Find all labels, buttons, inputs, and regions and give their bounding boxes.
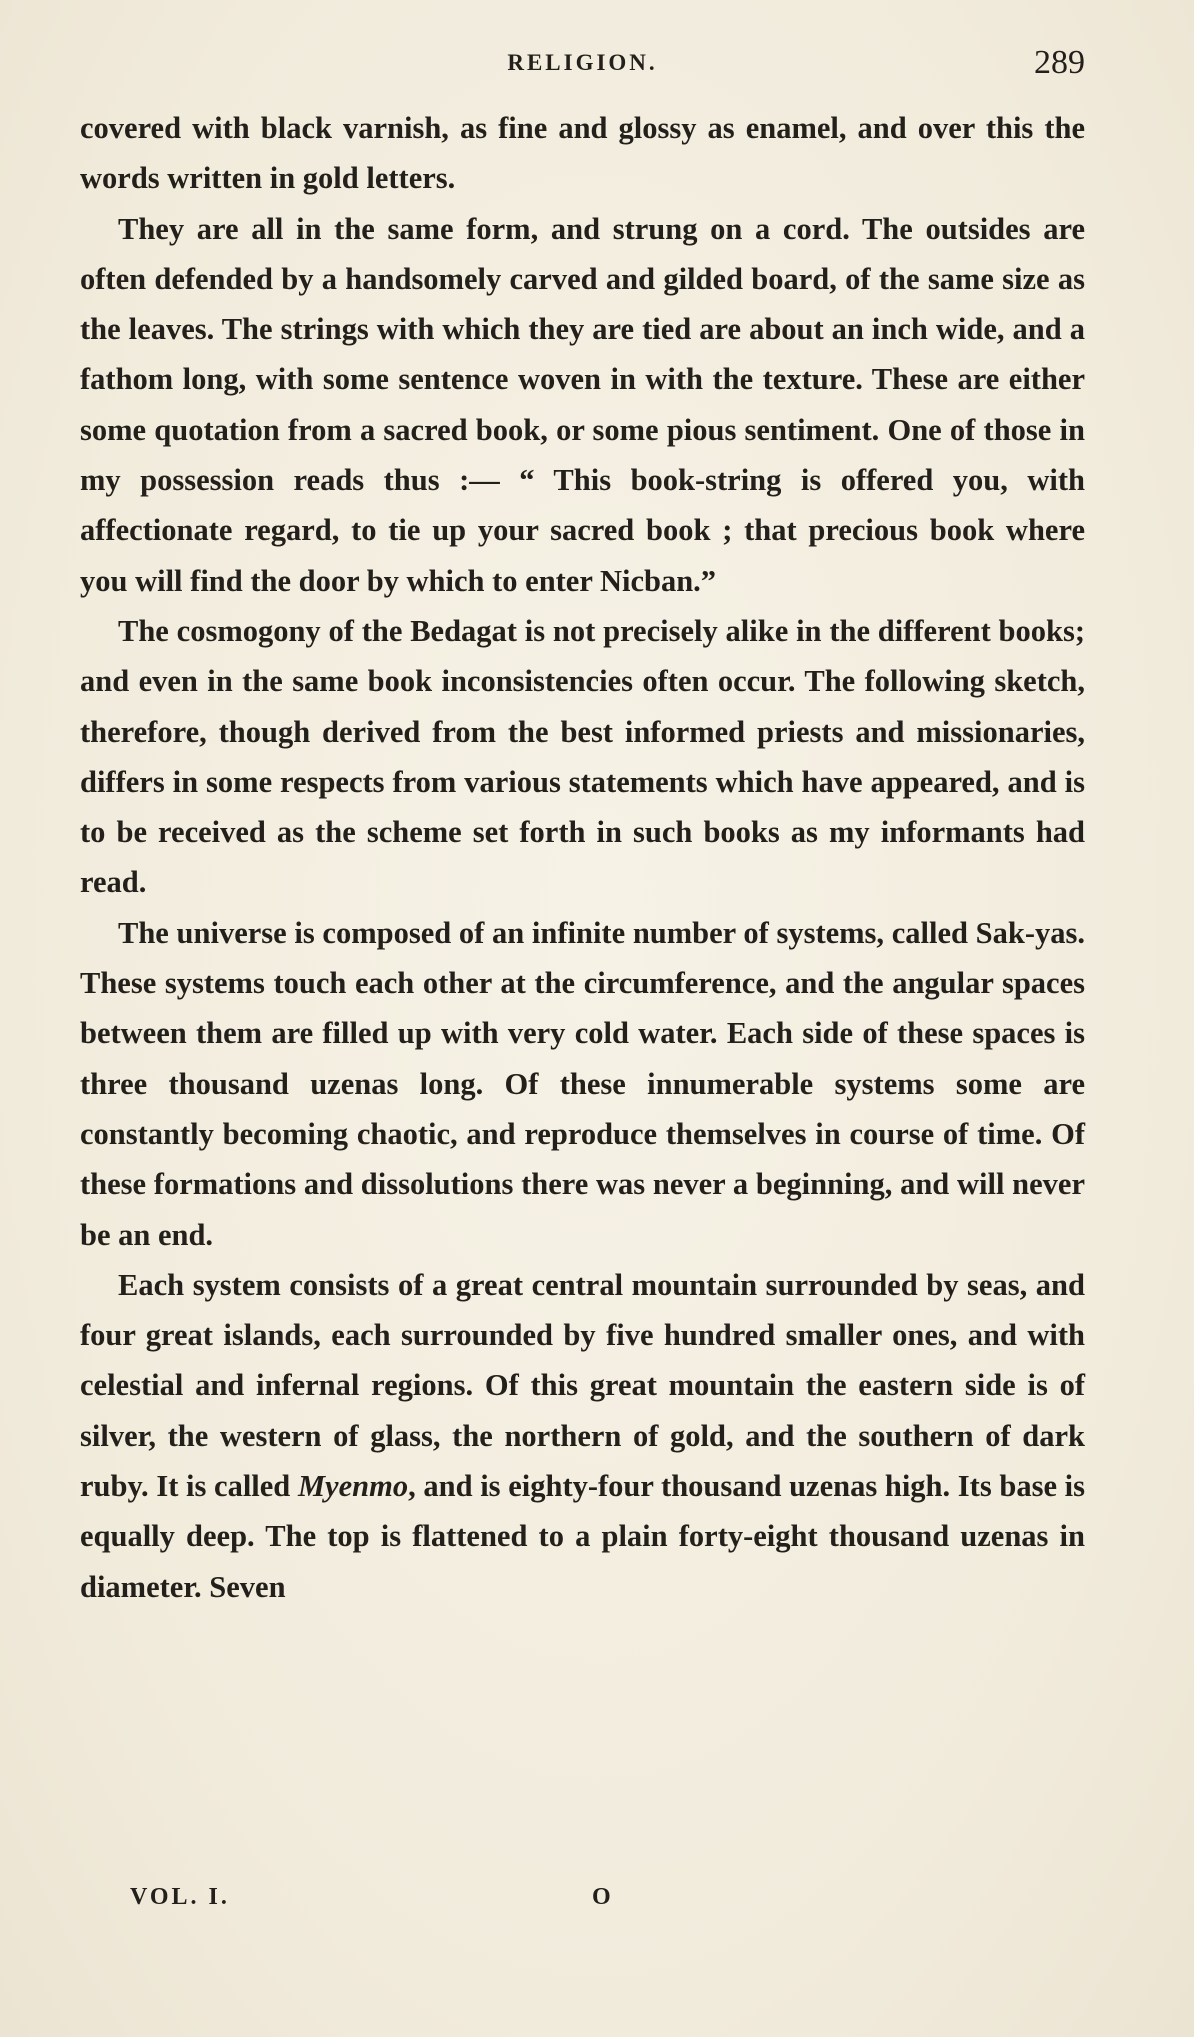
myenmo-term: Myenmo bbox=[297, 1469, 409, 1504]
body-text bbox=[80, 103, 1085, 1612]
page-header bbox=[80, 44, 1085, 88]
paragraph-3: The cosmogony of the Bedagat is not precisely alike in the different books; and even in the same book inconsistencies often occur. The following sketch, therefore, though derived from the best informed priests and missionaries, differs in some respects from various statements which have appeared, and is to be received as the scheme set forth in such books as my informants had read. bbox=[80, 613, 1085, 900]
paragraph-5-part-1: Each system consists of a great central mountain surrounded by seas, and four great islands, each surrounded by five hundred smaller ones, and with celestial and infernal regions. Of this great mountain the eastern side is of silver, the western of glass, the northern of gold, and the southern of dark ruby. It is called bbox=[80, 1267, 1085, 1504]
signature-mark: O bbox=[592, 1884, 614, 1910]
paragraph-4: The universe is composed of an infinite number of systems, called Sak-yas. These systems touch each other at the circumference, and the angular spaces between them are filled up with very cold water. Each side of these spaces is three thousand uzenas long. Of these innumerable systems some are constantly becoming chaotic, and reproduce themselves in course of time. Of these formations and dissolutions there was never a beginning, and will never be an end. bbox=[80, 915, 1085, 1252]
volume-mark: VOL. I. bbox=[130, 1884, 230, 1910]
page-footer bbox=[80, 1884, 1085, 1924]
paragraph-5-part-2: , and is eighty-four thousand uzenas high. Its base is equally deep. The top is flattened to a plain forty-eight thousand uzenas in diameter. Seven bbox=[80, 1469, 1085, 1604]
paragraph-1: covered with black varnish, as fine and glossy as enamel, and over this the words written in gold letters. bbox=[80, 111, 1085, 196]
page-number: 289 bbox=[1034, 44, 1085, 81]
running-head: RELIGION. bbox=[507, 50, 658, 75]
paragraph-5 bbox=[80, 1260, 1085, 1612]
paragraph-2: They are all in the same form, and strung on a cord. The outsides are often defended by a handsomely carved and gilded board, of the same size as the leaves. The strings with which they are tied are about an inch wide, and a fathom long, with some sentence woven in with the texture. These are either some quotation from a sacred book, or some pious sentiment. One of those in my possession reads thus :— “ This book-string is offered you, with affectionate regard, to tie up your sacred book ; that precious book where you will find the door by which to enter Nicban.” bbox=[80, 211, 1085, 598]
